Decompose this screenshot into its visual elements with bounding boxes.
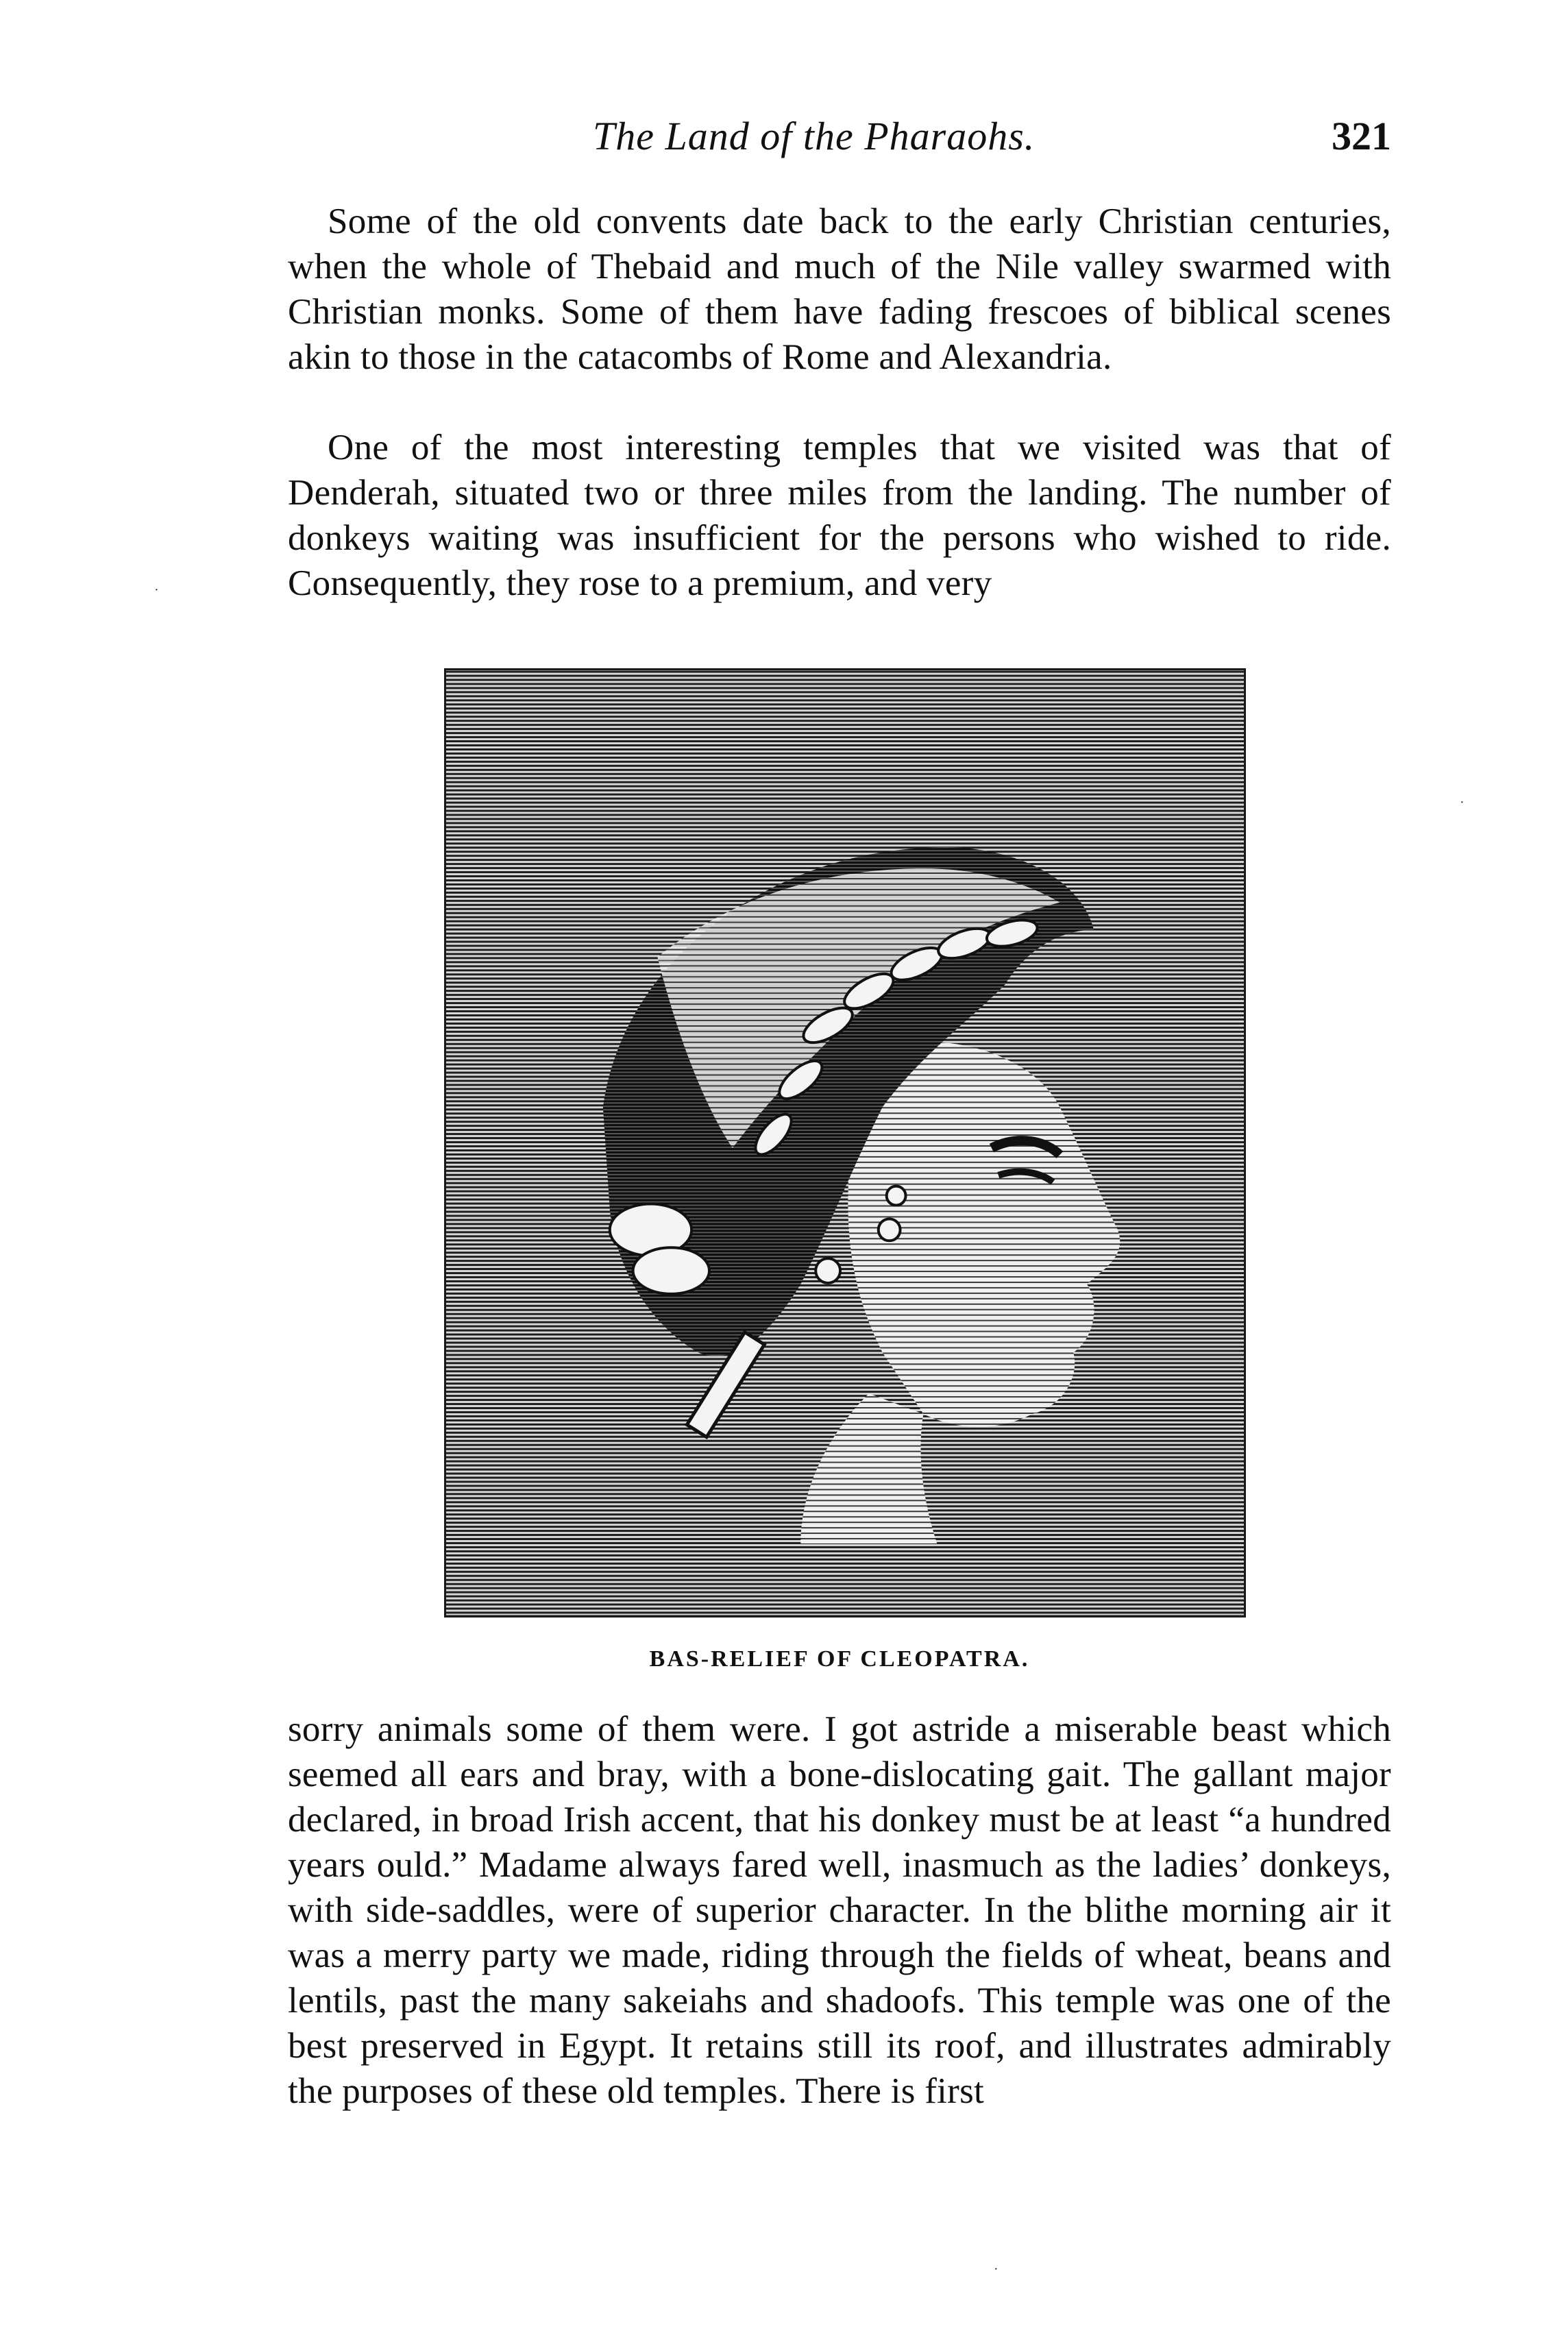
paragraph-temple-visit [288,1707,1391,2114]
paragraph-text: Some of the old convents date back to the early Christian centuries, when the whole of Thebaid and much of the Nile valley swarmed with Christian monks. Some of them have fading frescoes of biblical scenes akin to those in the catacombs of Rome and Alexandria. [288,202,1391,377]
print-speck: · [1460,795,1465,810]
print-speck: · [994,2262,999,2277]
figure-caption: BAS-RELIEF OF CLEOPATRA. [649,1646,1030,1672]
page-number: 321 [1332,114,1391,158]
paragraph-text: sorry animals some of them were. I got astride a miserable beast which seemed all ears and bray, with a bone-dislocating gait. The gallant major declared, in broad Irish accent, that his donkey must be at least “a hundred years ould.” Madame always fared well, inasmuch as the ladies’ donkeys, with side-saddles, were of superior character. In the blithe morning air it was a merry party we made, riding through the fields of wheat, beans and lentils, past the many sakeiahs and shadoofs. This temple was one of the best preserved in Egypt. It retains still its roof, and illustrates admirably the purposes of these old temples. There is first [288,1709,1391,2111]
engraving-illustration [446,670,1244,1615]
paragraph-denderah [288,425,1391,606]
running-head [288,113,1391,168]
paragraph-convents [288,199,1391,380]
print-speck: · [154,583,159,598]
running-title: The Land of the Pharaohs. [593,114,1036,158]
paragraph-text: One of the most interesting temples that we visited was that of Denderah, situated two or three miles from the landing. The number of donkeys waiting was insufficient for the persons who wished to ride. Consequently, they rose to a premium, and very [288,428,1391,603]
cleopatra-bas-relief-engraving [444,668,1246,1618]
